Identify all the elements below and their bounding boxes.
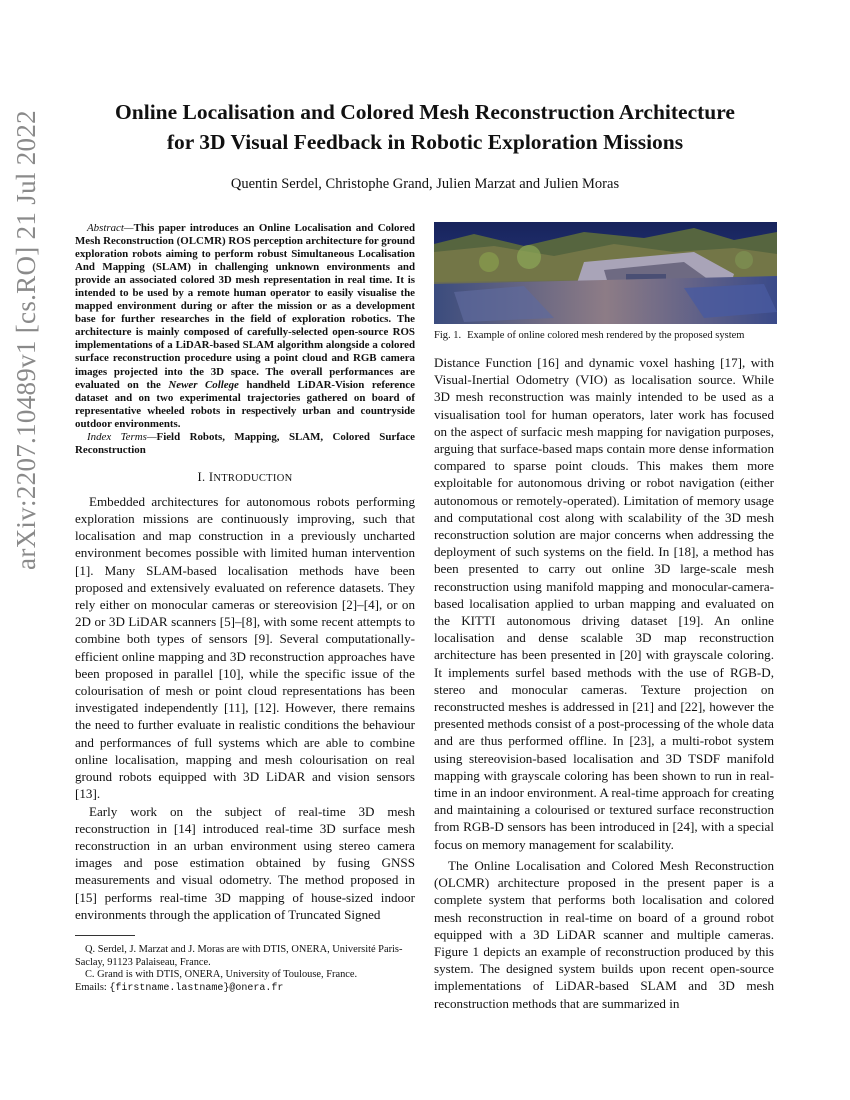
section-number: I.	[197, 469, 206, 484]
figure-colored-mesh	[434, 222, 777, 324]
colored-mesh-render-image	[434, 222, 777, 324]
abstract-dash: —	[123, 222, 134, 234]
abstract-label: Abstract	[87, 222, 124, 234]
index-terms-dash: —	[146, 430, 157, 443]
right-column	[434, 222, 774, 1012]
section-title-rest: NTRODUCTION	[213, 472, 293, 484]
abstract-text-end: handheld LiDAR-Vision reference dataset and on two experimental trajectories gathered on board of representative wheeled robots in respectively urban and countryside outdoor environments.	[75, 378, 415, 430]
arxiv-identifier-stamp: arXiv:2207.10489v1 [cs.RO] 21 Jul 2022	[11, 110, 41, 570]
section-title-initial: I	[208, 469, 214, 484]
footnote-affiliation-1: Q. Serdel, J. Marzat and J. Moras are with DTIS, ONERA, Université Paris-Saclay, 91123 Palaiseau, France.	[75, 943, 403, 968]
author-list: Quentin Serdel, Christophe Grand, Julien Marzat and Julien Moras	[230, 176, 620, 192]
left-column	[75, 222, 415, 995]
footnote-emails-value: {firstname.lastname}@onera.fr	[109, 982, 284, 994]
figure-caption	[434, 330, 774, 341]
title-line-2: for 3D Visual Feedback in Robotic Exploration Missions	[166, 130, 684, 154]
footnote-affiliation-2: C. Grand is with DTIS, ONERA, University of Toulouse, France.	[85, 969, 358, 981]
footnotes	[75, 944, 415, 995]
index-terms	[75, 431, 415, 457]
abstract-text: This paper introduces an Online Localisation and Colored Mesh Reconstruction (OLCMR) ROS perception architecture for ground exploration robots aiming to perform robust Simultaneous Localisation And Mapping (SLAM) in challenging unknown environments and provide an associated colored 3D mesh representation in real time. It is intended to be used by a remote human operator to easily visualise the mapped environment during or after the mission or as a development base for further researches in the field of exploration robotics. The architecture is mainly composed of carefully-selected open-source ROS implementations of a LiDAR-based SLAM algorithm alongside a colored surface reconstruction procedure using a point cloud and RGB camera images projected into the 3D space. The overall performances are evaluated on the	[75, 222, 415, 391]
right-paragraph-1: Distance Function [16] and dynamic voxel hashing [17], with Visual-Inertial Odometry (VIO) as localisation source. While 3D mesh reconstruction was mainly intended to be used as a visualisation tool for human operators, later work has focused on the aspect of surfacic mesh mapping for navigation purposes, arguing that surface-based maps contain more dense information compared to sparse point clouds. This makes them more exploitable for autonomous driving or robot navigation (either autonomous or remotely-operated). Limitation of memory usage and computational cost along with scalability of the 3D mesh reconstruction solution are major concerns when addressing the deployment of such systems on the field. In [18], a method has been presented to carry out online 3D large-scale mesh reconstruction using manifold mapping and monocular-camera-based localisation applied to urban mapping and evaluated on the KITTI autonomous driving dataset [19]. An online localisation and dense scalable 3D map reconstruction architecture has been presented in [20] with grayscale coloring. It implements surfel based methods with the use of RGB-D, stereo and monocular cameras. Texture projection on reconstructed meshes is addressed in [21] and [22], however the presented methods consist of a post-processing of the whole data and are thus performed offline. In [23], a multi-robot system using stereovision-based localisation and 3D TSDF manifold mapping with grayscale coloring has been shown to run in real-time in an indoor environment. A real-time approach for creating and maintaining a colourised or textured surface reconstruction from RGB-D sensors has been introduced in [24], with a special focus on memory management for scalability.	[434, 355, 774, 852]
index-terms-label: Index Terms	[87, 430, 147, 443]
index-terms-text: Field Robots, Mapping, SLAM, Colored Surface Reconstruction	[75, 430, 415, 456]
abstract-dataset-name: Newer College	[168, 378, 239, 391]
right-paragraph-2: The Online Localisation and Colored Mesh Reconstruction (OLCMR) architecture proposed in the present paper is a complete system that performs both localisation and colored mesh reconstruction in real-time on board of a ground robot equipped with a 3D LiDAR scanner and multiple cameras. Figure 1 depicts an example of reconstruction produced by this system. The designed system builds upon recent open-source implementations of LiDAR-based SLAM and 3D mesh reconstruction methods that are summarized in	[434, 857, 774, 1011]
footnote-emails-label: Emails:	[75, 981, 110, 993]
figure-caption-text: Example of online colored mesh rendered by the proposed system	[467, 330, 745, 341]
paper-title	[60, 97, 790, 157]
intro-paragraph-1: Embedded architectures for autonomous robots performing exploration missions are continuously improving, such that localisation and map construction in a previously uncharted environment becomes possible with limited human intervention [1]. Many SLAM-based localisation methods have been proposed and extensively evaluated on reference datasets. They rely either on monocular cameras or stereovision [2]–[4], or on 2D or 3D LiDAR scanners [5]–[8], with some recent attempts to combine both types of sensors [9]. Several computationally-efficient online mapping and 3D reconstruction approaches have been proposed in parallel [10], while the specific issue of the colourisation of mesh or point cloud representations has been investigated independently [11], [12]. However, there remains the need to further evaluate in realistic conditions the behaviour and performances of full systems which are able to combine online localisation, mapping and mesh colourisation on real ground robots equipped with 3D LiDAR and vision sensors [13].	[75, 493, 415, 802]
footnote-divider	[75, 935, 135, 936]
intro-paragraph-2: Early work on the subject of real-time 3D mesh reconstruction in [14] introduced real-time 3D surface mesh reconstruction in an urban environment using stereo camera images and pose estimation obtained by fusing GNSS measurements and visual odometry. The method proposed in [15] performs real-time 3D mapping of house-sized indoor environments through the application of Truncated Signed	[75, 803, 415, 922]
title-line-1: Online Localisation and Colored Mesh Reconstruction Architecture	[115, 100, 735, 124]
figure-label: Fig. 1.	[434, 330, 462, 341]
footnote-emails	[75, 982, 415, 996]
section-heading-introduction	[75, 470, 415, 485]
abstract	[75, 222, 415, 431]
